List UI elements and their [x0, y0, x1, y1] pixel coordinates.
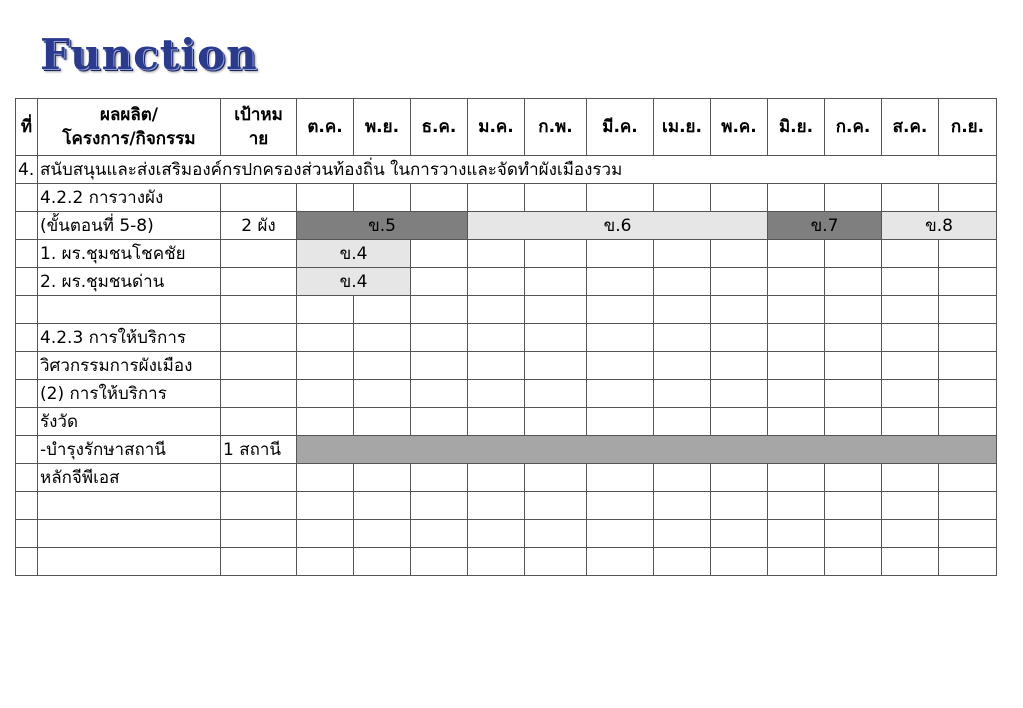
gantt-bar: ข.8 — [882, 212, 997, 240]
activity-label: 4.2.2 การวางผัง — [38, 184, 221, 212]
activity-label: วิศวกรรมการผังเมือง — [38, 352, 221, 380]
table-row — [16, 184, 997, 212]
table-row — [16, 380, 997, 408]
table-row — [16, 324, 997, 352]
gantt-bar: ข.4 — [297, 268, 411, 296]
table-row — [16, 352, 997, 380]
table-row — [16, 548, 997, 576]
header-no: ที่ — [16, 99, 38, 156]
activity-label: 2. ผร.ชุมชนด่าน — [38, 268, 221, 296]
activity-label: 4.2.3 การให้บริการ — [38, 324, 221, 352]
schedule-table — [15, 98, 997, 576]
section-title: สนับสนุนและส่งเสริมองค์กรปกครองส่วนท้องถิ่น ในการวางและจัดทำผังเมืองรวม — [38, 156, 997, 184]
header-month: ธ.ค. — [411, 99, 468, 156]
header-month: พ.ย. — [354, 99, 411, 156]
table-row — [16, 296, 997, 324]
page-title: Function — [40, 30, 258, 79]
activity-label: หลักจีพีเอส — [38, 464, 221, 492]
section-number: 4. — [16, 156, 38, 184]
activity-label: (ขั้นตอนที่ 5-8) — [38, 212, 221, 240]
gantt-bar: ข.7 — [768, 212, 882, 240]
header-target: เป้าหม าย — [221, 99, 297, 156]
header-month: ต.ค. — [297, 99, 354, 156]
table-row — [16, 268, 997, 296]
activity-label: 1. ผร.ชุมชนโชคชัย — [38, 240, 221, 268]
table-row — [16, 492, 997, 520]
activity-label: (2) การให้บริการ — [38, 380, 221, 408]
table-row — [16, 520, 997, 548]
gantt-bar: ข.4 — [297, 240, 411, 268]
header-month: เม.ย. — [654, 99, 711, 156]
header-month: ก.ย. — [939, 99, 997, 156]
gantt-bar: ข.6 — [468, 212, 768, 240]
header-month: มิ.ย. — [768, 99, 825, 156]
header-month: มี.ค. — [587, 99, 654, 156]
header-month: ม.ค. — [468, 99, 525, 156]
table-row — [16, 212, 997, 240]
activity-target: 2 ผัง — [221, 212, 297, 240]
table-row — [16, 408, 997, 436]
header-month: ก.ค. — [825, 99, 882, 156]
header-row — [16, 99, 997, 156]
gantt-bar: ข.5 — [297, 212, 468, 240]
header-month: พ.ค. — [711, 99, 768, 156]
header-month: ส.ค. — [882, 99, 939, 156]
table-row — [16, 464, 997, 492]
header-product: ผลผลิต/ โครงการ/กิจกรรม — [38, 99, 221, 156]
header-month: ก.พ. — [525, 99, 587, 156]
activity-target: 1 สถานี — [221, 436, 297, 464]
table-row — [16, 436, 997, 464]
activity-label: รังวัด — [38, 408, 221, 436]
table-row — [16, 240, 997, 268]
gantt-bar — [297, 436, 997, 464]
activity-label: -บำรุงรักษาสถานี — [38, 436, 221, 464]
table-row — [16, 156, 997, 184]
